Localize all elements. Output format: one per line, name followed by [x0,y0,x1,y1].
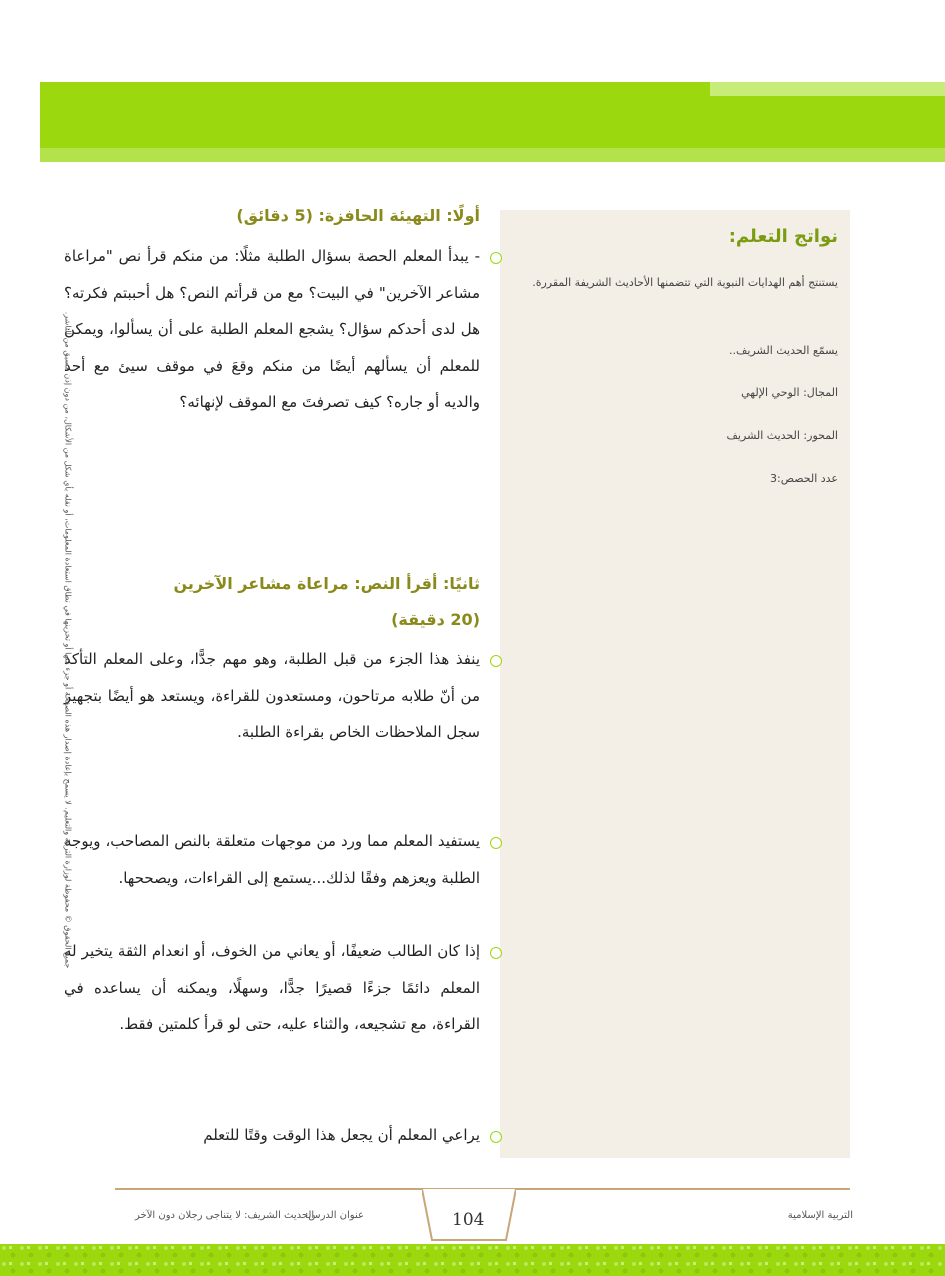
bullet-dot [490,947,502,959]
bullet-dot [490,252,502,264]
learning-outcomes-title: نواتج التعلم: [728,226,838,247]
bullet-dot [490,1131,502,1143]
bottom-pattern [0,1244,945,1276]
bullet-dot [490,837,502,849]
page-number: 104 [452,1210,485,1230]
header-band-strip [40,148,945,162]
section2-duration: (20 دقيقة) [391,610,480,629]
section1-heading: أولًا: التهيئة الحافزة: (5 دقائق) [236,206,480,225]
section1-paragraph: - يبدأ المعلم الحصة بسؤال الطلبة مثلًا: من منكم قرأ نص "مراعاة مشاعر الآخرين" في البيت؟ مع من قرأتم النص؟ هل أحببتم فكرته؟ هل لدى أحدكم سؤال؟ يشجع المعلم الطلبة على أن يسألوا، ويمكن للمعلم أن يسألهم أيضًا من منكم وقعَ في موقف سيئ مع أحد والديه أو جاره؟ كيف تصرفتَ مع الموقف لإنهائه؟ [64,247,480,411]
domain-item: المجال: الوحي الإلهي [741,386,838,399]
section2-bullet: إذا كان الطالب ضعيفًا، أو يعاني من الخوف، أو انعدام الثقة يتخير له المعلم دائمًا جزءًا قصيرًا جدًّا، وسهلًا، ويمكنه أن يساعده في القراءة، مع تشجيعه، والثناء عليه، حتى لو قرأ كلمتين فقط. [64,942,480,1033]
footer-subject: التربية الإسلامية [787,1210,853,1221]
section2-bullet: ينفذ هذا الجزء من قبل الطلبة، وهو مهم جدًّا، وعلى المعلم التأكد من أنّ طلابه مرتاحون، ومستعدون للقراءة، ويستعد هو أيضًا بتجهيز سجل الملاحظات الخاص بقراءة الطلبة. [64,650,480,741]
learning-outcomes-box [500,210,850,1158]
sessions-item: عدد الحصص:3 [770,472,838,485]
footer-lesson-label: عنوان الدرس: [305,1210,364,1221]
outcome-item: يسمّع الحديث الشريف.. [729,344,838,357]
bullet-dot [490,655,502,667]
section2-bullet: يراعي المعلم أن يجعل هذا الوقت وقتًا للتعلم [203,1126,480,1144]
outcome-item: يستنتج أهم الهدايات النبوية التي تتضمنها الأحاديث الشريفة المقررة. [532,276,838,289]
copyright-note: جميع الحقوق © محفوظة لوزارة التربية والتعليم. لا يسمح بإعادة إصدار هذه الصفحة أو جزء منها أو تخزينها في نطاق استعادة المعلومات، أو نقله بأي شكل من الأشكال، من دون إذن مسبق من الناشر. [63,311,73,969]
footer-lesson-title: الحديث الشريف: لا يتناجى رجلان دون الآخر [135,1210,315,1221]
header-band-highlight [710,82,945,96]
section2-bullet: يستفيد المعلم مما ورد من موجهات متعلقة بالنص المصاحب، ويوجه الطلبة ويعزهم وفقًا لذلك...يستمع إلى القراءات، ويصححها. [64,832,480,887]
axis-item: المحور: الحديث الشريف [726,429,838,442]
section2-heading: ثانيًا: أقرأ النص: مراعاة مشاعر الآخرين [173,574,480,593]
